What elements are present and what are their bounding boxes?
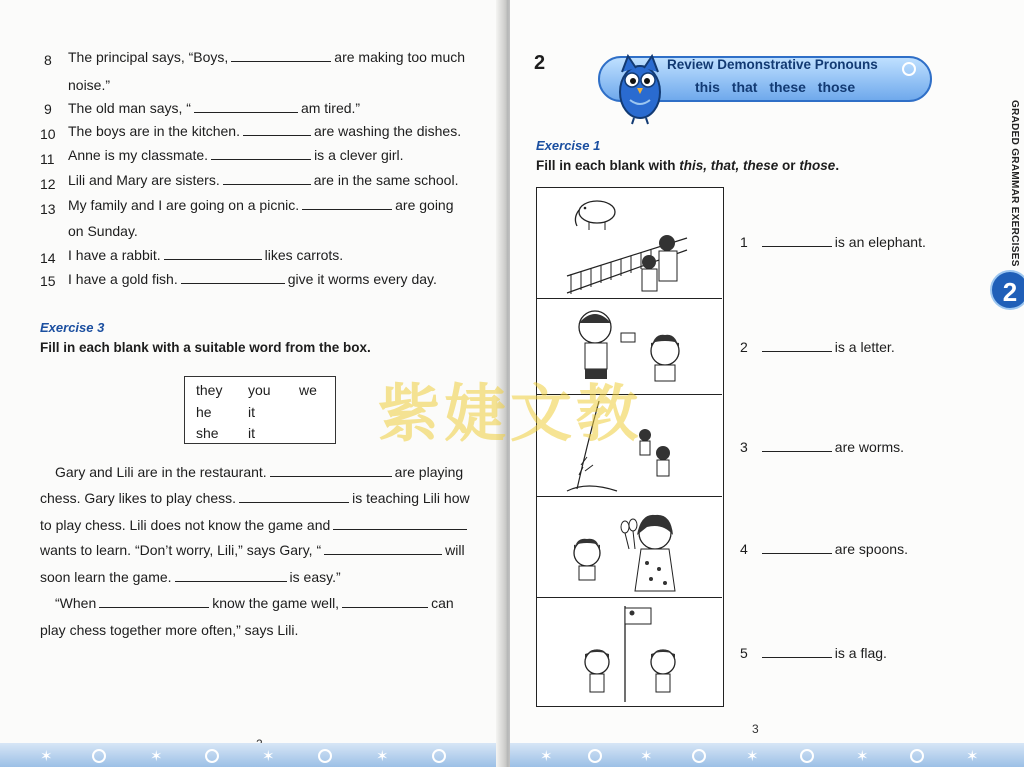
passage-text: “When bbox=[55, 595, 97, 611]
instruction-words: this, that, these bbox=[679, 158, 779, 173]
owl-icon bbox=[612, 46, 670, 126]
item-9-text bbox=[68, 99, 360, 117]
spiral-icon bbox=[205, 749, 219, 763]
box-word: it bbox=[248, 425, 255, 441]
answer-blank[interactable] bbox=[164, 247, 262, 260]
passage-text: wants to learn. “Don’t worry, Lili,” says Gary, “ bbox=[40, 542, 322, 558]
item-number: 8 bbox=[44, 52, 52, 68]
exercise-3-title: Exercise 3 bbox=[40, 320, 105, 335]
box-word: they bbox=[196, 382, 223, 398]
elephant-icon bbox=[575, 201, 615, 230]
box-word: you bbox=[248, 382, 271, 398]
spiral-icon bbox=[910, 749, 924, 763]
item-10-text bbox=[68, 122, 461, 140]
passage-text: is easy.” bbox=[289, 569, 341, 585]
flag-icon bbox=[625, 606, 651, 702]
item-text: Lili and Mary are sisters. bbox=[68, 172, 220, 188]
star-icon: ✶ bbox=[540, 748, 553, 765]
item-13-text bbox=[68, 196, 454, 214]
box-word: she bbox=[196, 425, 219, 441]
spiral-icon bbox=[692, 749, 706, 763]
answer-blank[interactable] bbox=[333, 517, 467, 530]
picture-cell-4 bbox=[537, 497, 722, 598]
passage-text: chess. Gary likes to play chess. bbox=[40, 490, 237, 506]
question-text: are spoons. bbox=[834, 541, 908, 557]
item-15-text bbox=[68, 270, 437, 288]
picture-cell-5 bbox=[537, 598, 722, 706]
answer-blank[interactable] bbox=[99, 595, 209, 608]
item-text: likes carrots. bbox=[264, 247, 344, 263]
box-word: he bbox=[196, 404, 212, 420]
passage-line-5 bbox=[40, 568, 341, 586]
question-4 bbox=[740, 541, 908, 557]
answer-blank[interactable] bbox=[239, 490, 349, 503]
answer-blank[interactable] bbox=[762, 645, 832, 658]
item-8-text bbox=[68, 48, 465, 66]
star-icon: ✶ bbox=[40, 748, 53, 765]
child-icon bbox=[651, 650, 675, 692]
exercise-1-instruction bbox=[536, 158, 839, 173]
item-text: are in the same school. bbox=[313, 172, 459, 188]
answer-blank[interactable] bbox=[762, 439, 832, 452]
question-number: 1 bbox=[740, 234, 748, 250]
item-text: The old man says, “ bbox=[68, 100, 191, 116]
answer-blank[interactable] bbox=[181, 271, 285, 284]
answer-blank[interactable] bbox=[270, 464, 392, 477]
child-icon bbox=[574, 539, 600, 580]
item-text: are washing the dishes. bbox=[314, 123, 462, 139]
answer-blank[interactable] bbox=[223, 172, 311, 185]
answer-blank[interactable] bbox=[231, 49, 331, 62]
item-14-text bbox=[68, 246, 343, 264]
decorative-border bbox=[0, 743, 506, 767]
answer-blank[interactable] bbox=[211, 147, 311, 160]
watermark: 紫婕文教 bbox=[378, 377, 643, 450]
item-text: Anne is my classmate. bbox=[68, 147, 209, 163]
passage-line-4 bbox=[40, 541, 465, 559]
question-text: are worms. bbox=[834, 439, 905, 455]
passage-line-6 bbox=[55, 594, 454, 612]
item-12-text bbox=[68, 171, 458, 189]
question-text: is a flag. bbox=[834, 645, 887, 661]
exercise-1-title: Exercise 1 bbox=[536, 138, 601, 153]
answer-blank[interactable] bbox=[762, 541, 832, 554]
answer-blank[interactable] bbox=[175, 569, 287, 582]
item-text: The boys are in the kitchen. bbox=[68, 123, 240, 139]
instruction-text: Fill in each blank with bbox=[536, 158, 680, 173]
child-icon bbox=[585, 650, 609, 692]
box-word: we bbox=[299, 382, 317, 398]
item-number: 15 bbox=[40, 273, 56, 289]
passage-text: is teaching Lili how bbox=[352, 490, 470, 506]
star-icon: ✶ bbox=[966, 748, 979, 765]
passage-text: to play chess. Lili does not know the game and bbox=[40, 517, 331, 533]
banner-title: Review Demonstrative Pronouns bbox=[667, 57, 878, 72]
item-11-text bbox=[68, 146, 404, 164]
woman-icon bbox=[635, 515, 675, 591]
question-number: 4 bbox=[740, 541, 748, 557]
passage-text: Gary and Lili are in the restaurant. bbox=[55, 464, 267, 480]
spiral-icon bbox=[902, 62, 916, 76]
star-icon: ✶ bbox=[640, 748, 653, 765]
star-icon: ✶ bbox=[746, 748, 759, 765]
item-number: 9 bbox=[44, 101, 52, 117]
item-number: 10 bbox=[40, 126, 56, 142]
item-text: I have a rabbit. bbox=[68, 247, 161, 263]
question-text: is a letter. bbox=[834, 339, 895, 355]
passage-text: play chess together more often,” says Lili. bbox=[40, 622, 299, 638]
people-icon bbox=[642, 235, 677, 291]
item-number: 11 bbox=[40, 151, 55, 167]
item-text: I have a gold fish. bbox=[68, 271, 178, 287]
question-number: 3 bbox=[740, 439, 748, 455]
question-1 bbox=[740, 234, 926, 250]
question-number: 2 bbox=[740, 339, 748, 355]
picture-cell-1 bbox=[537, 188, 722, 299]
item-text: The principal says, “Boys, bbox=[68, 49, 229, 65]
item-text: give it worms every day. bbox=[287, 271, 437, 287]
passage-text: know the game well, bbox=[212, 595, 340, 611]
passage-line-3 bbox=[40, 516, 470, 534]
answer-blank[interactable] bbox=[342, 595, 428, 608]
item-text: are going bbox=[395, 197, 454, 213]
question-text: is an elephant. bbox=[834, 234, 926, 250]
answer-blank[interactable] bbox=[324, 542, 442, 555]
spiral-icon bbox=[800, 749, 814, 763]
item-text: are making too much bbox=[334, 49, 466, 65]
item-number: 13 bbox=[40, 201, 56, 217]
passage-text: soon learn the game. bbox=[40, 569, 172, 585]
passage-line-7 bbox=[40, 621, 298, 639]
side-label: GRADED GRAMMAR EXERCISES bbox=[1009, 100, 1020, 267]
passage-text: will bbox=[445, 542, 465, 558]
elephant-scene-illustration bbox=[537, 188, 722, 298]
question-5 bbox=[740, 645, 887, 661]
item-text: am tired.” bbox=[300, 100, 361, 116]
answer-blank[interactable] bbox=[302, 197, 392, 210]
box-word: it bbox=[248, 404, 255, 420]
spiral-icon bbox=[432, 749, 446, 763]
star-icon: ✶ bbox=[262, 748, 275, 765]
spoons-scene-illustration bbox=[537, 497, 722, 597]
question-2 bbox=[740, 339, 895, 355]
page-number: 3 bbox=[752, 722, 759, 736]
word-box bbox=[184, 376, 336, 444]
flag-scene-illustration bbox=[537, 598, 722, 704]
spiral-icon bbox=[318, 749, 332, 763]
passage-text: can bbox=[431, 595, 454, 611]
spoon-icon bbox=[621, 519, 637, 549]
letter-icon bbox=[621, 333, 635, 342]
item-text: is a clever girl. bbox=[314, 147, 404, 163]
item-8-cont: noise.” bbox=[68, 77, 111, 93]
answer-blank[interactable] bbox=[762, 234, 832, 247]
spiral-icon bbox=[92, 749, 106, 763]
spiral-icon bbox=[588, 749, 602, 763]
instruction-text: or bbox=[778, 158, 800, 173]
unit-number: 2 bbox=[534, 52, 546, 74]
item-text: My family and I are going on a picnic. bbox=[68, 197, 300, 213]
children-icon bbox=[639, 429, 670, 476]
star-icon: ✶ bbox=[150, 748, 163, 765]
item-number: 12 bbox=[40, 176, 56, 192]
item-13-cont: on Sunday. bbox=[68, 223, 138, 239]
item-number: 14 bbox=[40, 250, 56, 266]
girl-icon bbox=[651, 335, 679, 381]
passage-line-1 bbox=[55, 463, 463, 481]
instruction-words: those bbox=[799, 158, 836, 173]
passage-line-2 bbox=[40, 489, 470, 507]
answer-blank[interactable] bbox=[762, 339, 832, 352]
star-icon: ✶ bbox=[856, 748, 869, 765]
instruction-text: . bbox=[835, 158, 840, 173]
question-number: 5 bbox=[740, 645, 748, 661]
passage-text: are playing bbox=[394, 464, 464, 480]
answer-blank[interactable] bbox=[243, 123, 311, 136]
question-3 bbox=[740, 439, 904, 455]
exercise-3-instruction: Fill in each blank with a suitable word from the box. bbox=[40, 340, 371, 355]
unit-badge: 2 bbox=[990, 270, 1024, 310]
banner-words: this that these those bbox=[695, 79, 856, 95]
star-icon: ✶ bbox=[376, 748, 389, 765]
decorative-border bbox=[510, 743, 1024, 767]
answer-blank[interactable] bbox=[194, 100, 298, 113]
